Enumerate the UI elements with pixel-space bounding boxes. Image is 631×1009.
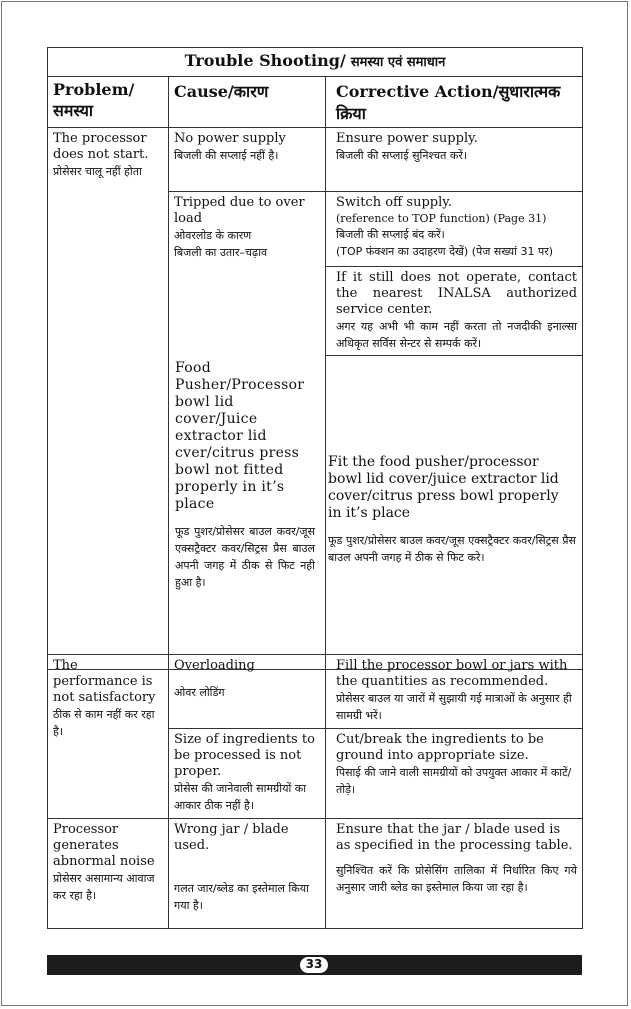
title-hindi: समस्या एवं समाधान (350, 55, 446, 70)
action-cell (326, 655, 583, 729)
title-english: Trouble Shooting/ (184, 51, 346, 70)
cause-text: Size of ingredients to be processed is not proper. (174, 732, 315, 779)
cause-text: Tripped due to over load (174, 195, 305, 226)
problem-text: Processor generates abnormal noise (53, 822, 155, 869)
action-text-hindi: प्रोसेसर बाउल या जारों में सुझायी गई मात्राओं के अनुसार ही सामग्री भरें। (336, 692, 572, 722)
problem-text: The performance is not satisfactory (53, 658, 156, 705)
troubleshooting-table (47, 47, 583, 670)
header-cause: Cause/कारण (169, 77, 326, 128)
food-pusher-action (328, 454, 576, 566)
action-cell (326, 819, 583, 929)
cause-text-hindi: गलत जार/ब्लेड का इस्तेमाल किया गया है। (174, 882, 309, 912)
cause-cell (169, 729, 326, 819)
spacer (174, 674, 320, 684)
cause-text-hindi: ओवरलोड के कारण (174, 229, 252, 242)
action-text: Ensure that the jar / blade used is as specified in the processing table. (336, 822, 573, 853)
cause-cell (169, 819, 326, 929)
action-text-hindi: बिजली की सप्लाई बंद करें। (336, 228, 445, 241)
problem-text-hindi: ठीक से काम नहीं कर रहा है। (53, 708, 155, 738)
action-text-hindi: (TOP फंक्शन का उदाहरण देखें) (पेज सख्यां 31 पर) (336, 245, 554, 258)
table-title (48, 48, 583, 77)
food-pusher-cause (175, 360, 315, 591)
action-text-hindi: फूड पुशर/प्रोसेसर बाउल कवर/जूस एक्सट्रैक्टर कवर/सिट्रस प्रैस बाउल अपनी जगह में ठीक से फिट करे। (328, 534, 576, 564)
action-text-hindi: सुनिश्चित करें कि प्रोसेसिंग तालिका में निर्धारित किए गये अनुसार जारी ब्लेड का इस्तेमाल किया जा रहा है। (336, 864, 577, 894)
action-reference: (reference to TOP function) (Page 31) (336, 212, 547, 225)
troubleshooting-table-lower (47, 654, 583, 929)
spacer (174, 854, 320, 880)
cause-text: Overloading (174, 658, 255, 673)
problem-cell-noise (48, 819, 169, 929)
spacer (175, 513, 315, 523)
spacer (328, 522, 576, 532)
cause-text-hindi: बिजली का उतार–चढ़ाव (174, 246, 268, 259)
action-text: Cut/break the ingredients to be ground into appropriate size. (336, 732, 544, 763)
spacer (336, 854, 577, 862)
cause-cell (169, 128, 326, 192)
action-text-hindi: बिजली की सप्लाई सुनिश्चत करें। (336, 149, 468, 162)
action-cell (326, 192, 583, 267)
cause-cell (169, 655, 326, 729)
cause-text-hindi: बिजली की सप्लाई नहीं है। (174, 149, 279, 162)
action-text: If it still does not operate, contact the nearest INALSA authorized service center. (336, 270, 578, 317)
action-text-hindi: पिसाई की जाने वाली सामग्रीयों को उपयुक्त आकार में काटें/तोड़े। (336, 766, 572, 796)
action-cell (326, 128, 583, 192)
action-cell (326, 729, 583, 819)
problem-text-hindi: प्रोसेसर चालू नहीं होता (53, 165, 142, 178)
problem-text-hindi: प्रोसेसर असामान्य आवाज कर रहा है। (53, 872, 155, 902)
header-action: Corrective Action/सुधारात्मक क्रिया (326, 77, 583, 128)
cause-text-hindi: प्रोसेस की जानेवाली सामग्रीयों का आकार ठीक नहीं है। (174, 782, 307, 812)
action-cell (326, 267, 583, 356)
problem-text: The processor does not start. (53, 131, 149, 162)
action-text: Switch off supply. (336, 195, 452, 210)
action-text: Fit the food pusher/processor bowl lid cover/juice extractor lid cover/citrus press bowl properly in it’s place (328, 454, 559, 521)
cause-text: No power supply (174, 131, 286, 146)
page-number: 33 (299, 956, 329, 974)
header-problem: Problem/समस्या (48, 77, 169, 128)
action-text: Ensure power supply. (336, 131, 478, 146)
cause-text: Wrong jar / blade used. (174, 822, 289, 853)
cause-text: Food Pusher/Processor bowl lid cover/Juice extractor lid cver/citrus press bowl not fitted properly in it’s place (175, 360, 305, 512)
problem-cell-not-start (48, 128, 169, 670)
action-text-hindi: अगर यह अभी भी काम नहीं करता तो नजदीकी इनाल्सा अधिकृत सर्विस सेन्टर से सम्पर्क करें। (336, 320, 578, 350)
action-text: Fill the processor bowl or jars with the quantities as recommended. (336, 658, 568, 689)
cause-text-hindi: ओवर लोडिंग (174, 686, 225, 699)
cause-text-hindi: फूड पुशर/प्रोसेसर बाउल कवर/जूस एक्सट्रैक्टर कवर/सिट्रस प्रैस बाउल अपनी जगह में ठीक से फिट नही हुआ है। (175, 525, 315, 589)
problem-cell-performance (48, 655, 169, 819)
